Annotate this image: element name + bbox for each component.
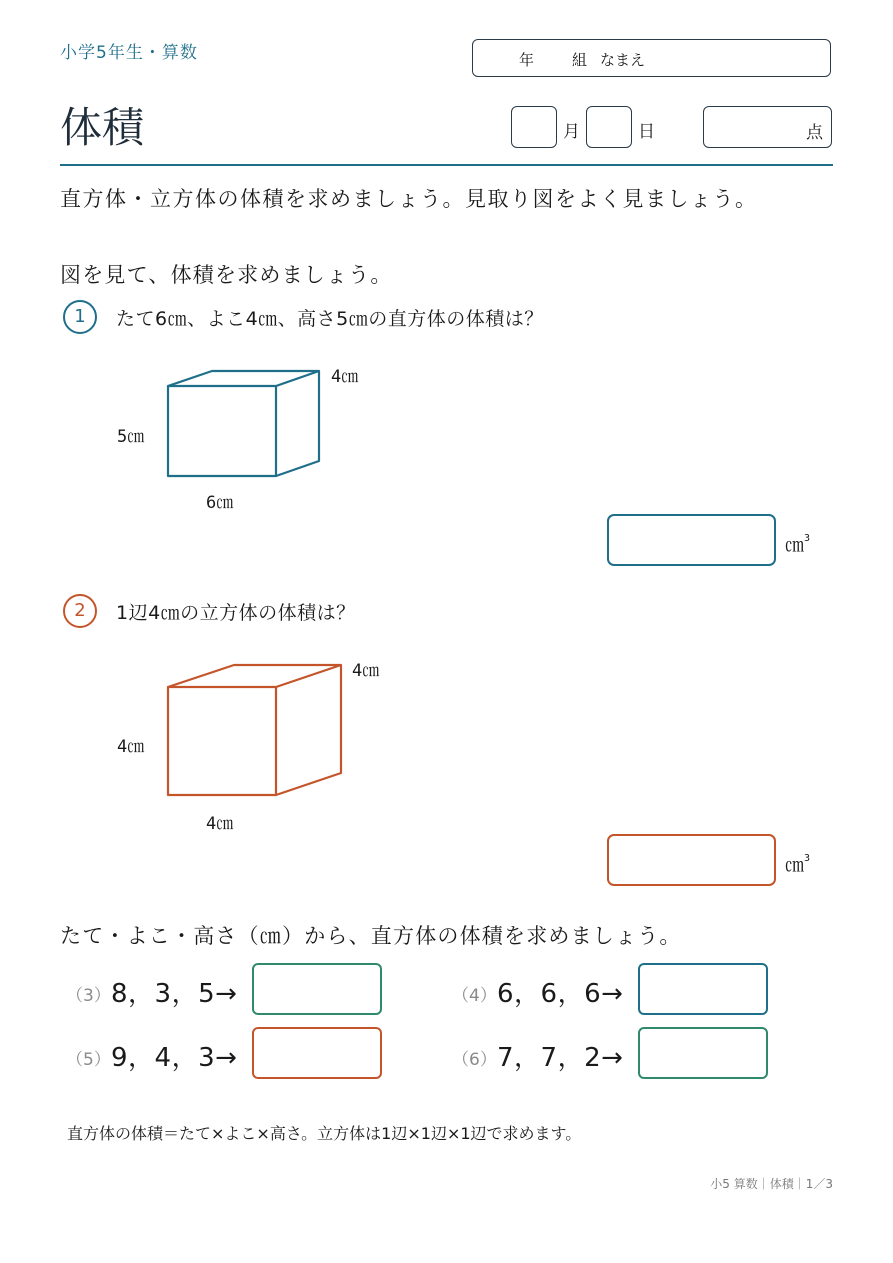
q1-number: 1: [63, 300, 97, 334]
section2-heading: たて・よこ・高さ（㎝）から、直方体の体積を求めましょう。: [60, 924, 682, 948]
month-field[interactable]: [511, 106, 557, 148]
score-label: 点: [806, 123, 823, 143]
problem-3-answer-field[interactable]: [252, 963, 382, 1015]
name-class-label: 組: [572, 51, 588, 69]
q1-depth-label: 4㎝: [331, 367, 359, 387]
problem-4-answer-field[interactable]: [638, 963, 768, 1015]
q2-height-label: 4㎝: [117, 737, 145, 757]
q1-text: たて6㎝、よこ4㎝、高さ5㎝の直方体の体積は？: [116, 308, 544, 330]
score-field[interactable]: [703, 106, 832, 148]
page-footer: 小5 算数｜体積｜1／3: [710, 1177, 833, 1191]
problem-5-label: （5）: [66, 1050, 111, 1070]
q2-width-label: 4㎝: [206, 814, 234, 834]
problem-6-answer-field[interactable]: [638, 1027, 768, 1079]
q2-cube-figure: [160, 658, 350, 803]
q1-width-label: 6㎝: [206, 493, 234, 513]
problem-6-label: （6）: [452, 1050, 497, 1070]
header-divider: [60, 164, 833, 166]
name-field[interactable]: [472, 39, 831, 77]
q1-height-label: 5㎝: [117, 427, 145, 447]
page-title: 体積: [60, 103, 145, 152]
name-year-label: 年: [519, 51, 535, 69]
day-field[interactable]: [586, 106, 632, 148]
problem-3-label: （3）: [66, 986, 111, 1006]
name-label: なまえ: [600, 51, 646, 69]
q2-front-face: [168, 687, 276, 795]
q2-unit: ㎝$^3$: [785, 853, 811, 876]
problem-5-numbers: 9，4，3→: [111, 1043, 238, 1073]
month-label: 月: [563, 122, 580, 142]
problem-4-label: （4）: [452, 986, 497, 1006]
section1-heading: 図を見て、体積を求めましょう。: [60, 263, 393, 287]
q2-number: 2: [63, 594, 97, 628]
q2-text: 1辺4㎝の立方体の体積は？: [116, 602, 356, 624]
q1-cuboid-figure: [160, 365, 330, 485]
grade-subject-label: 小学5年生・算数: [60, 43, 198, 63]
q1-top-face: [168, 371, 319, 386]
problem-4-numbers: 6，6，6→: [497, 979, 624, 1009]
problem-5-answer-field[interactable]: [252, 1027, 382, 1079]
q2-depth-label: 4㎝: [352, 661, 380, 681]
q2-answer-field[interactable]: [607, 834, 776, 886]
q1-answer-field[interactable]: [607, 514, 776, 566]
instructions: 直方体・立方体の体積を求めましょう。見取り図をよく見ましょう。: [60, 187, 758, 211]
day-label: 日: [638, 122, 655, 142]
q1-side-face: [276, 371, 319, 476]
problem-6-numbers: 7，7，2→: [497, 1043, 624, 1073]
q2-top-face: [168, 665, 341, 687]
formula-note: 直方体の体積＝たて×よこ×高さ。立方体は1辺×1辺×1辺で求めます。: [67, 1124, 582, 1143]
q1-front-face: [168, 386, 276, 476]
problem-3-numbers: 8，3，5→: [111, 979, 238, 1009]
q1-unit: ㎝$^3$: [785, 533, 811, 556]
